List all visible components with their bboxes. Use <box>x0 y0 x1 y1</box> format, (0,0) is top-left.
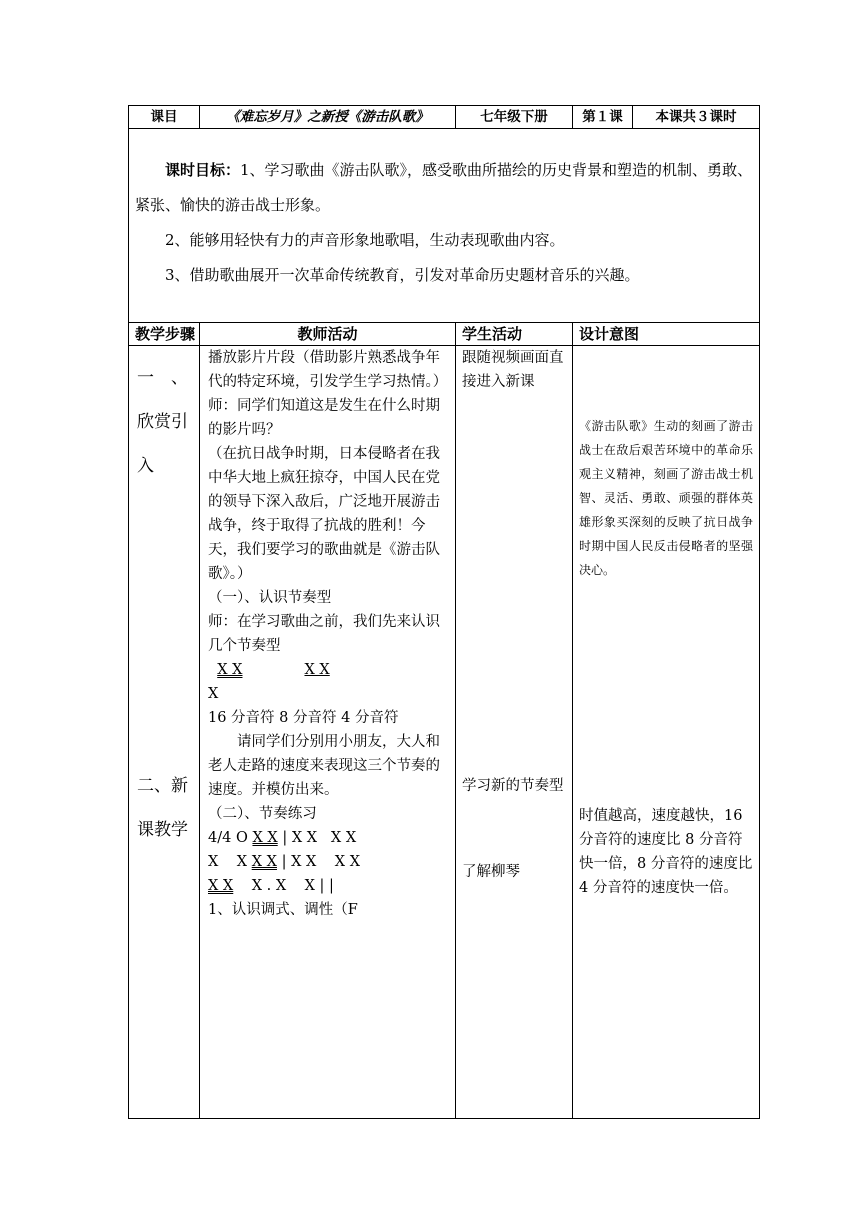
student-activity: 跟随视频画面直接进入新课 <box>462 350 564 390</box>
teacher-text: （二）、节奏练习 <box>208 806 317 822</box>
student-activity: 学习新的节奏型 <box>462 778 564 794</box>
rhythm-quarter: X <box>208 686 219 702</box>
lesson-plan-table <box>128 105 759 1119</box>
student-activity: 了解柳琴 <box>462 864 520 880</box>
teacher-text: 播放影片片段（借助影片熟悉战争年代的特定环境，引发学生学习热情。） <box>208 350 448 390</box>
steps-cell <box>129 346 200 1119</box>
lesson-title: 《难忘岁月》之新授《游击队歌》 <box>200 106 456 129</box>
col-student: 学生活动 <box>456 323 573 346</box>
rhythm-note: X X <box>208 878 234 894</box>
student-cell <box>456 346 573 1119</box>
col-steps: 教学步骤 <box>129 323 200 346</box>
teacher-text: 师：同学们知道这是发生在什么时期的影片吗？ <box>208 398 440 438</box>
teacher-cell <box>200 346 456 1119</box>
header-row <box>129 106 760 129</box>
objective-3: 3、借助歌曲展开一次革命传统教育，引发对革命历史题材音乐的兴趣。 <box>165 266 640 284</box>
intent-text: 时值越高，速度越快，16 分音符的速度比 8 分音符快一倍，8 分音符的速度比 4 分音符的速度快一倍。 <box>579 808 753 896</box>
teacher-text: （在抗日战争时期，日本侵略者在我中华大地上疯狂掠夺，中国人民在党的领导下深入敌后，广泛地开展游击战争，终于取得了抗战的胜利！今天，我们要学习的歌曲就是《游击队歌》。） <box>208 446 440 582</box>
teacher-text: 请同学们分别用小朋友，大人和老人走路的速度来表现这三个节奏的速度。并模仿出来。 <box>208 734 440 798</box>
teacher-text: 16 分音符 8 分音符 4 分音符 <box>208 710 399 726</box>
grade-cell: 七年级下册 <box>456 106 573 129</box>
rhythm-exercise <box>208 826 449 898</box>
rhythm-sixteenth: X X <box>217 662 243 678</box>
objective-1: 1、学习歌曲《游击队歌》，感受歌曲所描绘的历史背景和塑造的机制、勇敢、紧张、愉快的游击战士形象。 <box>135 161 753 214</box>
intent-text: 《游击队歌》生动的刻画了游击战士在敌后艰苦环境中的革命乐观主义精神，刻画了游击战士机智、灵活、勇敢、顽强的群体英雄形象买深刻的反映了抗日战争时期中国人民反击侵略者的坚强决心。 <box>579 419 753 577</box>
rhythm-eighth: X X <box>304 662 330 678</box>
time-signature: 4/4 O <box>208 830 253 846</box>
column-header-row <box>129 323 760 346</box>
objectives-label: 课时目标： <box>165 161 241 179</box>
teacher-text: 1、认识调式、调性（F <box>208 902 358 918</box>
intent-cell <box>573 346 760 1119</box>
rhythm-note: | X X X X <box>276 854 361 870</box>
teacher-text: （一）、认识节奏型 <box>208 590 332 606</box>
col-teacher: 教师活动 <box>200 323 456 346</box>
rhythm-patterns <box>208 658 449 682</box>
col-intent: 设计意图 <box>573 323 760 346</box>
rhythm-note: X X <box>252 830 278 846</box>
rhythm-note: X X <box>208 854 252 870</box>
objective-2: 2、能够用轻快有力的声音形象地歌唱，生动表现歌曲内容。 <box>165 231 565 249</box>
step-new-lesson: 二、新课教学 <box>137 776 188 840</box>
objectives-cell <box>129 129 760 323</box>
content-row <box>129 346 760 1119</box>
subject-label: 课目 <box>129 106 200 129</box>
lesson-number-cell: 第１课 <box>573 106 633 129</box>
total-hours-cell: 本课共３课时 <box>633 106 760 129</box>
teacher-text: 师：在学习歌曲之前，我们先来认识几个节奏型 <box>208 614 440 654</box>
rhythm-note: X . X X | | <box>233 878 334 894</box>
rhythm-note: X X <box>251 854 277 870</box>
objectives-row <box>129 129 760 323</box>
rhythm-note: | X X X X <box>277 830 357 846</box>
step-appreciation: 一 、欣赏引入 <box>137 368 188 476</box>
